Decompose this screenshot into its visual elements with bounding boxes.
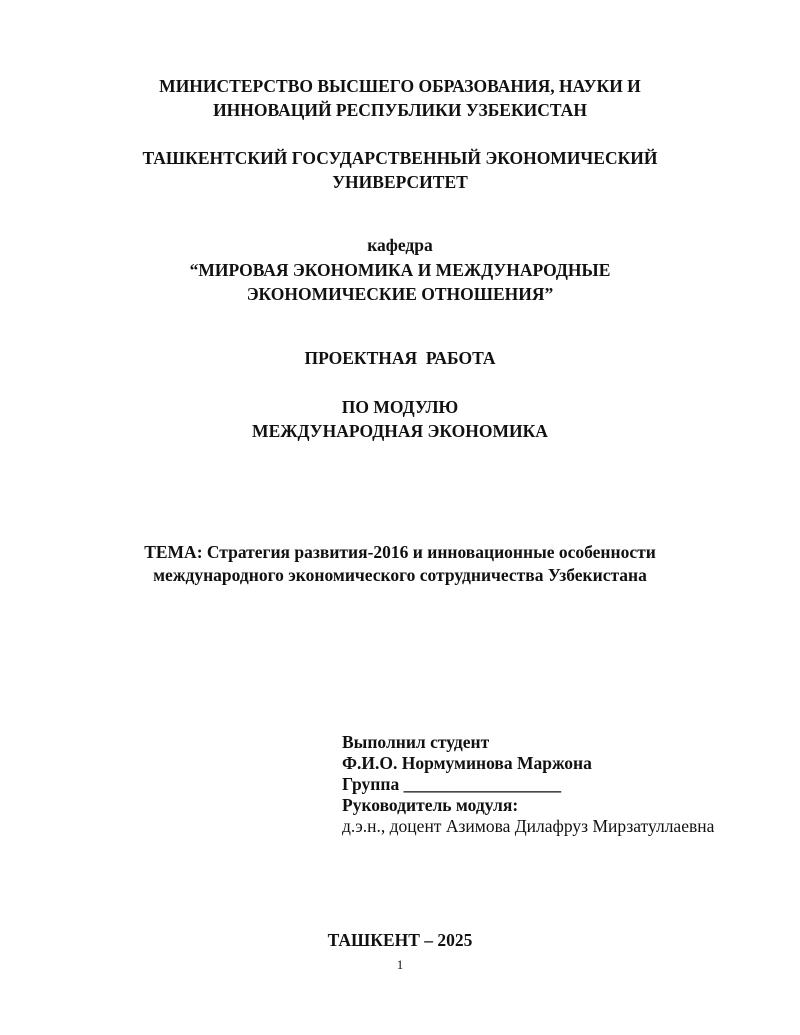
city-year: ТАШКЕНТ – 2025 <box>327 930 473 950</box>
supervisor-name: д.э.н., доцент Азимова Дилафруз Мирзатуллаевна <box>342 816 715 836</box>
department-label: кафедра <box>367 235 433 255</box>
department-name-line-2: ЭКОНОМИЧЕСКИЕ ОТНОШЕНИЯ” <box>246 284 554 304</box>
ministry-line-1: МИНИСТЕРСТВО ВЫСШЕГО ОБРАЗОВАНИЯ, НАУКИ И <box>159 76 641 96</box>
ministry-line-2: ИННОВАЦИЙ РЕСПУБЛИКИ УЗБЕКИСТАН <box>213 100 587 120</box>
module-line-2: МЕЖДУНАРОДНАЯ ЭКОНОМИКА <box>252 421 548 441</box>
performed-by-label: Выполнил студент <box>342 732 490 752</box>
student-full-name: Ф.И.О. Нормуминова Маржона <box>342 753 592 773</box>
group-field: Группа __________________ <box>342 774 562 794</box>
module-line-1: ПО МОДУЛЮ <box>341 397 459 417</box>
page-number: 1 <box>396 957 404 972</box>
topic-line-2: международного экономического сотрудничества Узбекистана <box>153 565 647 585</box>
university-line-1: ТАШКЕНТСКИЙ ГОСУДАРСТВЕННЫЙ ЭКОНОМИЧЕСКИЙ <box>142 148 658 168</box>
university-line-2: УНИВЕРСИТЕТ <box>332 172 468 192</box>
department-name-line-1: “МИРОВАЯ ЭКОНОМИКА И МЕЖДУНАРОДНЫЕ <box>189 260 611 280</box>
topic-line-1: ТЕМА: Стратегия развития-2016 и инновационные особенности <box>144 542 656 562</box>
work-type: ПРОЕКТНАЯ РАБОТА <box>304 348 496 368</box>
supervisor-label: Руководитель модуля: <box>342 795 519 815</box>
